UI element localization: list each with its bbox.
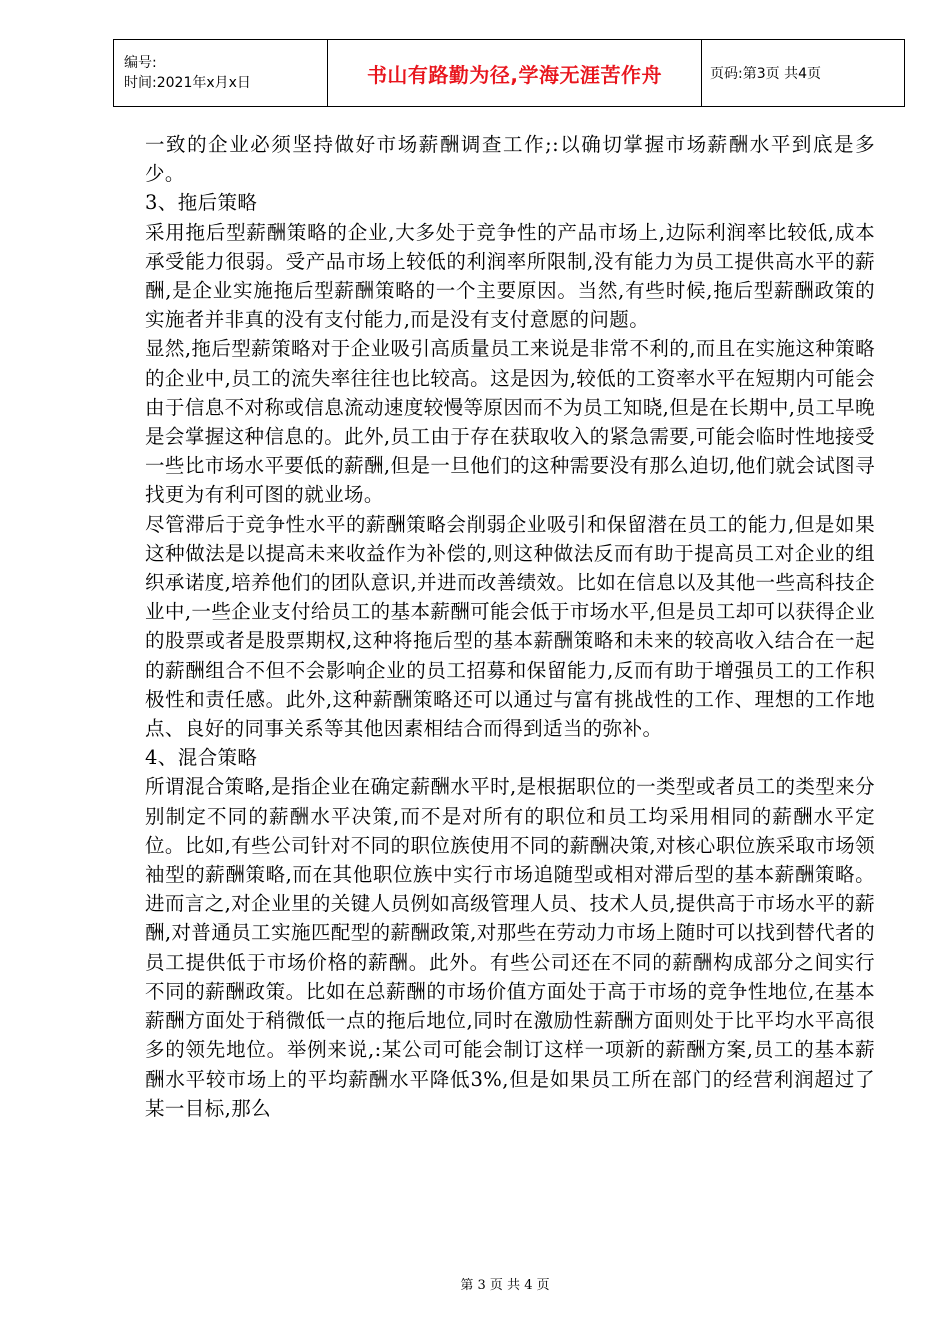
header-page-code: 页码:第3页 共4页 — [702, 40, 905, 107]
paragraph: 显然,拖后型薪策略对于企业吸引高质量员工来说是非常不利的,而且在实施这种策略的企业中,员工的流失率往往也比较高。这是因为,较低的工资率水平在短期内可能会由于信息不对称或信息流动速度较慢等原因而不为员工知晓,但是在长期中,员工早晚是会掌握这种信息的。此外,员工由于存在获取收入的紧急需要,可能会临时性地接受一些比市场水平要低的薪酬,但是一旦他们的这种需要没有那么迫切,他们就会试图寻找更为有利可图的就业场。 — [145, 337, 875, 507]
section-heading-lag-strategy: 3、拖后策略 — [145, 191, 258, 215]
header-motto: 书山有路勤为径,学海无涯苦作舟 — [328, 40, 702, 107]
document-number-label: 编号: — [124, 55, 157, 71]
document-body — [145, 130, 875, 1123]
paragraph: 尽管滞后于竞争性水平的薪酬策略会削弱企业吸引和保留潜在员工的能力,但是如果这种做法是以提高未来收益作为补偿的,则这种做法反而有助于提高员工对企业的组织承诺度,培养他们的团队意识,并进而改善绩效。比如在信息以及其他一些高科技企业中,一些企业支付给员工的基本薪酬可能会低于市场水平,但是员工却可以获得企业的股票或者是股票期权,这种将拖后型的基本薪酬策略和未来的较高收入结合在一起的薪酬组合不但不会影响企业的员工招募和保留能力,反而有助于增强员工的工作积极性和责任感。此外,这种薪酬策略还可以通过与富有挑战性的工作、理想的工作地点、良好的同事关系等其他因素相结合而得到适当的弥补。 — [145, 512, 875, 741]
paragraph: 采用拖后型薪酬策略的企业,大多处于竞争性的产品市场上,边际利润率比较低,成本承受能力很弱。受产品市场上较低的利润率所限制,没有能力为员工提供高水平的薪酬,是企业实施拖后型薪酬策略的一个主要原因。当然,有些时候,拖后型薪酬政策的实施者并非真的没有支付能力,而是没有支付意愿的问题。 — [145, 220, 875, 332]
paragraph: 一致的企业必须坚持做好市场薪酬调查工作;:以确切掌握市场薪酬水平到底是多少。 — [145, 133, 875, 186]
paragraph: 所谓混合策略,是指企业在确定薪酬水平时,是根据职位的一类型或者员工的类型来分别制定不同的薪酬水平决策,而不是对所有的职位和员工均采用相同的薪酬水平定位。比如,有些公司针对不同的职位族使用不同的薪酬决策,对核心职位族采取市场领袖型的薪酬策略,而在其他职位族中实行市场追随型或相对滞后型的基本薪酬策略。进而言之,对企业里的关键人员例如高级管理人员、技术人员,提供高于市场水平的薪酬,对普通员工实施匹配型的薪酬政策,对那些在劳动力市场上随时可以找到替代者的员工提供低于市场价格的薪酬。此外。有些公司还在不同的薪酬构成部分之间实行不同的薪酬政策。比如在总薪酬的市场价值方面处于高于市场的竞争性地位,在基本薪酬方面处于稍微低一点的拖后地位,同时在激励性薪酬方面则处于比平均水平高很多的领先地位。举例来说,:某公司可能会制订这样一项新的薪酬方案,员工的基本薪酬水平较市场上的平均薪酬水平降低3%,但是如果员工所在部门的经营利润超过了某一目标,那么 — [145, 775, 875, 1120]
page-header — [113, 39, 905, 107]
header-meta-cell — [114, 40, 328, 107]
page-footer: 第 3 页 共 4 页 — [460, 1278, 550, 1293]
section-heading-mixed-strategy: 4、混合策略 — [145, 746, 258, 770]
document-time-label: 时间:2021年x月x日 — [124, 75, 251, 91]
